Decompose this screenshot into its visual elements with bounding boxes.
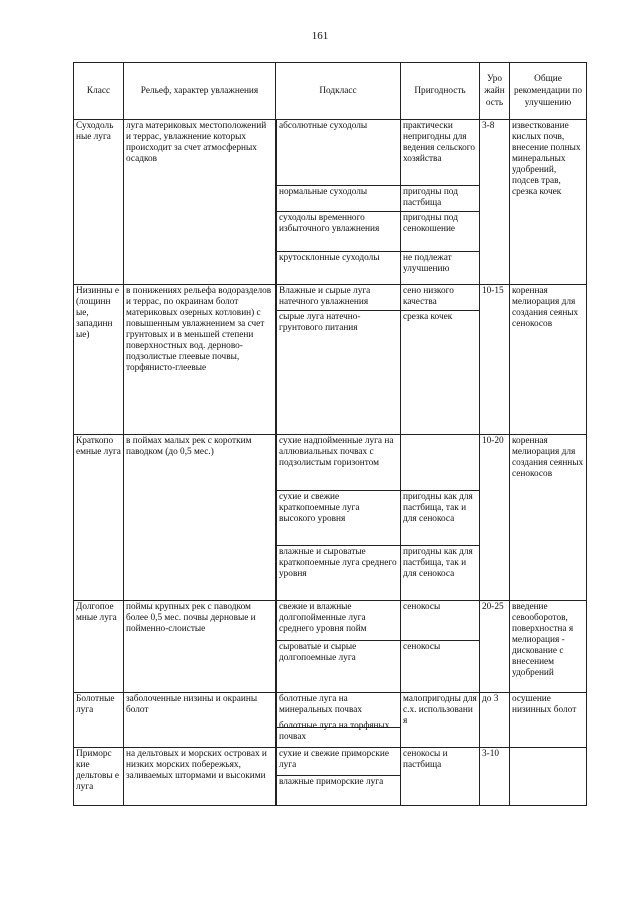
yield-cell: 3-10 [480,748,510,806]
yield-cell: 3-8 [480,120,510,285]
subclass-cell: суходолы временного избыточного увлажнения [276,212,401,252]
header-relief: Рельеф, характер увлажнения [124,62,276,120]
suitability-cell [401,720,480,748]
yield-cell: 10-15 [480,285,510,435]
recommendation-cell: коренная мелиорация для создания сеяных сенокосов [510,285,587,435]
suitability-cell: срезка кочек [401,311,480,435]
subclass-cell: влажные приморские луга [276,776,401,806]
subclass-cell: абсолютные суходолы [276,120,401,186]
relief-cell: на дельтовых и морских островах и низких морских побережьях, заливаемых штормами и высокими [124,748,276,806]
class-cell: Краткопо емные луга [73,435,124,601]
suitability-cell: практически непригодны для ведения сельского хозяйства [401,120,480,186]
suitability-cell: сенокосы и пастбища [401,748,480,776]
relief-cell: в понижениях рельефа водоразделов и террас, по окраинам болот материковых озерных котловин) с повышенным увлажнением за счет грунтовых и в меньшей степени поверхностных вод. дерново-подзолистые глеевые почвы, торфянисто-глеевые [124,285,276,435]
subclass-group [276,693,480,748]
table-row [73,693,587,748]
subclass-cell: сухие надпойменные луга на аллювиальных почвах с подзолистым горизонтом [276,435,401,491]
suitability-cell: не подлежат улучшению [401,252,480,285]
suitability-cell: сено низкого качества [401,285,480,311]
suitability-cell: сенокосы [401,601,480,641]
class-cell: Низинны е (лощинн ые, западинн ые) [73,285,124,435]
meadow-classification-table [73,62,587,806]
table-row [73,601,587,693]
header-yield: Уро жайн ость [480,62,510,120]
subclass-cell: нормальные суходолы [276,186,401,212]
suitability-cell: пригодны как для пастбища, так и для сенокоса [401,546,480,601]
table-row [73,285,587,435]
suitability-cell: сенокосы [401,641,480,693]
subclass-group [276,285,480,435]
page-number: 161 [311,30,329,42]
suitability-cell: пригодны под пастбища [401,186,480,212]
suitability-cell [401,776,480,806]
class-cell: Болотные луга [73,693,124,748]
subclass-cell: крутосклонные суходолы [276,252,401,285]
table-row [73,435,587,601]
subclass-group [276,748,480,806]
suitability-cell: пригодны как для пастбища, так и для сенокоса [401,491,480,546]
subclass-cell: Влажные и сырые луга натечного увлажнения [276,285,401,311]
subclass-cell: сыроватые и сырые долгопоемные луга [276,641,401,693]
table-header-row [73,62,587,120]
relief-cell: поймы крупных рек с паводком более 0,5 мес. почвы дерновые и пойменно-слоистые [124,601,276,693]
header-suitability: Пригодность [401,62,480,120]
relief-cell: в поймах малых рек с коротким паводком (до 0,5 мес.) [124,435,276,601]
subclass-cell: болотные луга на торфяных почвах [276,720,401,748]
recommendation-cell [510,748,587,806]
table-row [73,748,587,806]
table-row [73,120,587,285]
class-cell: Долгопое мные луга [73,601,124,693]
yield-cell: 20-25 [480,601,510,693]
yield-cell: до 3 [480,693,510,748]
relief-cell: луга материковых местоположений и террас, увлажнение которых происходит за счет атмосферных осадков [124,120,276,285]
subclass-cell: сырые луга натечно-грунтового питания [276,311,401,435]
header-recommendations: Общие рекомендации по улучшению [510,62,587,120]
yield-cell: 10-20 [480,435,510,601]
suitability-cell [401,435,480,491]
header-subclass: Подкласс [276,62,401,120]
subclass-cell: болотные луга на минеральных почвах [276,693,401,728]
recommendation-cell: коренная мелиорация для создания сеянных сенокосов [510,435,587,601]
subclass-group [276,435,480,601]
subclass-cell: сухие и свежие приморские луга [276,748,401,776]
recommendation-cell: введение севооборотов, поверхностна я мелиорация - дискование с внесением удобрений [510,601,587,693]
class-cell: Приморс кие дельтовы е луга [73,748,124,806]
class-cell: Суходоль ные луга [73,120,124,285]
subclass-group [276,601,480,693]
subclass-group [276,120,480,285]
header-class: Класс [73,62,124,120]
suitability-cell: малопригодны для с.х. использовани я [401,693,480,728]
recommendation-cell: известкование кислых почв, внесение полных минеральных удобрений, подсев трав, срезка кочек [510,120,587,285]
suitability-cell: пригодны под сенокошение [401,212,480,252]
subclass-cell: влажные и сыроватые краткопоемные луга среднего уровня [276,546,401,601]
relief-cell: заболоченные низины и окраины болот [124,693,276,748]
subclass-cell: сухие и свежие краткопоемные луга высокого уровня [276,491,401,546]
subclass-cell: свежие и влажные долгопойменные луга среднего уровня пойм [276,601,401,641]
recommendation-cell: осушение низинных болот [510,693,587,748]
